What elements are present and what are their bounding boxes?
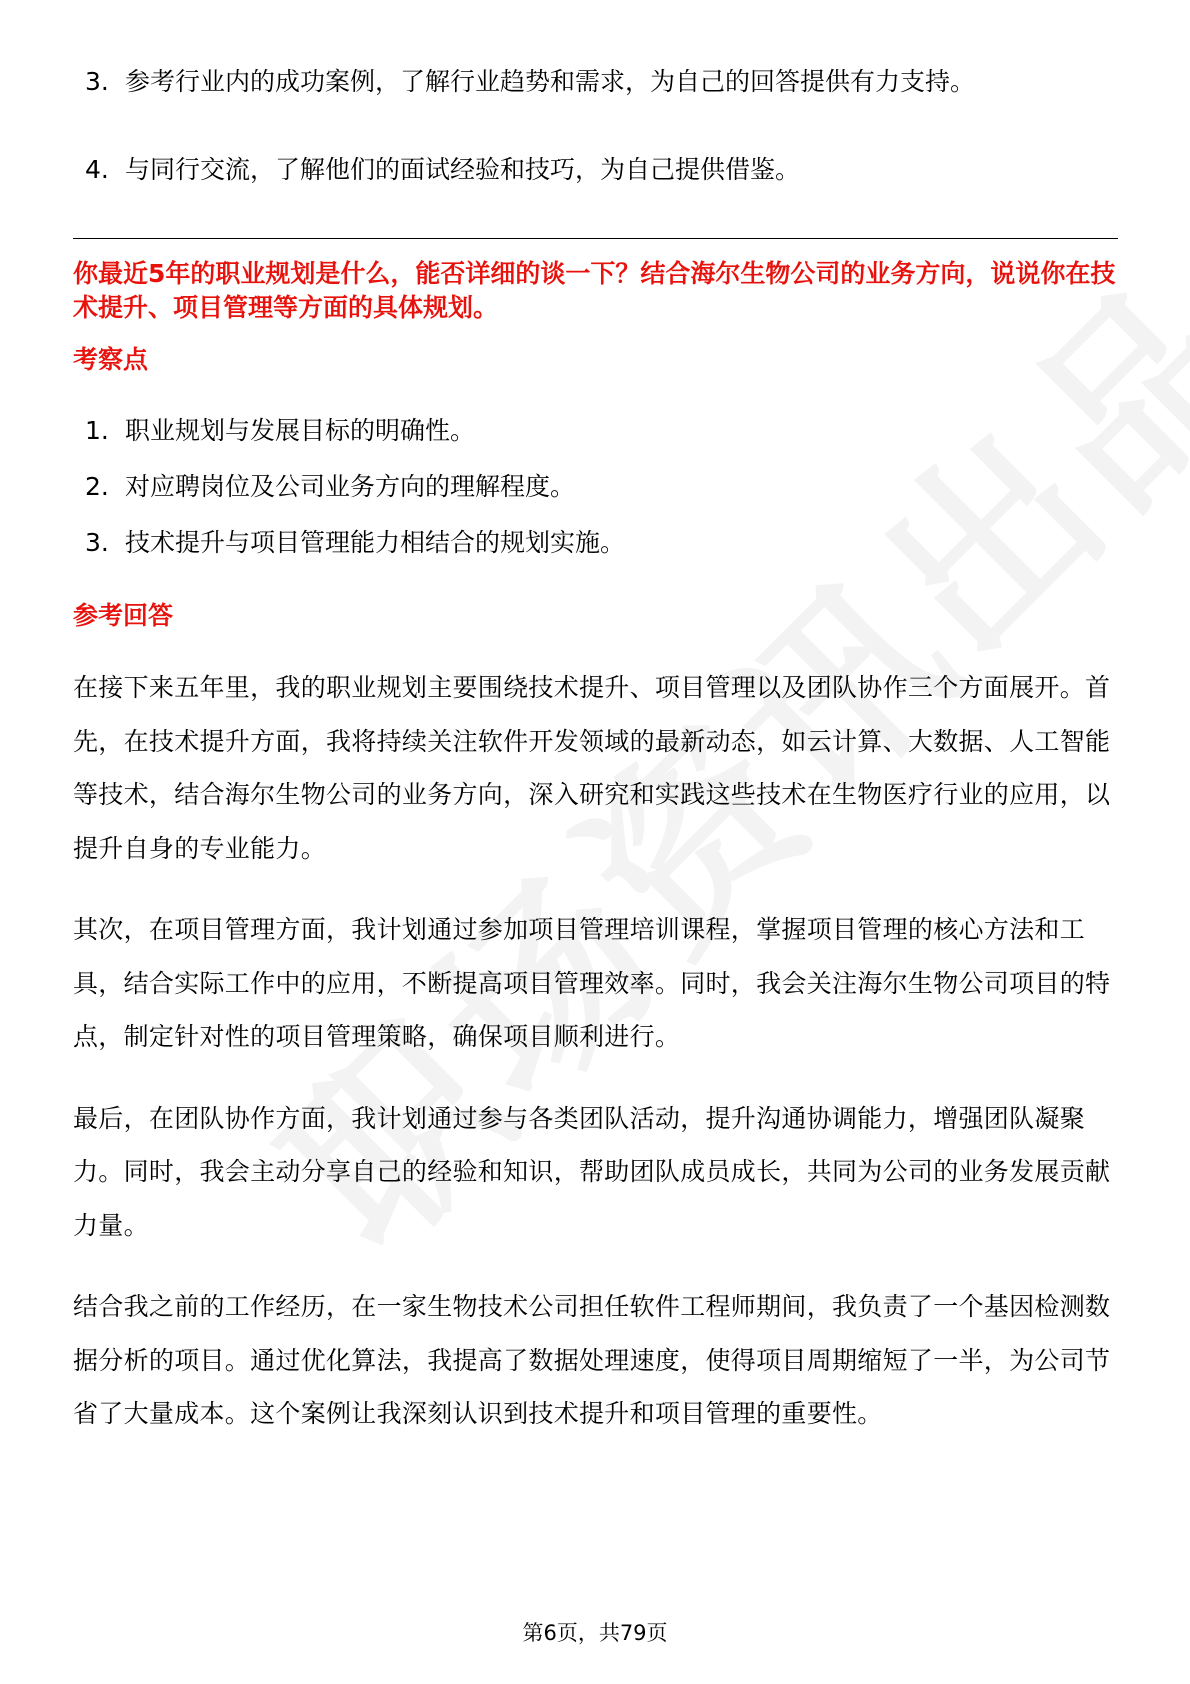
- interview-question: 你最近5年的职业规划是什么，能否详细的谈一下？结合海尔生物公司的业务方向，说说你在技术提升、项目管理等方面的具体规划。: [73, 259, 1116, 322]
- answer-heading: 参考回答: [73, 601, 174, 630]
- list-item-text: 参考行业内的成功案例，了解行业趋势和需求，为自己的回答提供有力支持。: [125, 67, 976, 96]
- points-heading: 考察点: [73, 345, 149, 374]
- page-content: [73, 0, 1118, 1441]
- list-item: [73, 152, 1118, 188]
- list-item-number: 3.: [85, 67, 109, 96]
- answer-paragraph: 最后，在团队协作方面，我计划通过参与各类团队活动，提升沟通协调能力，增强团队凝聚力。同时，我会主动分享自己的经验和知识，帮助团队成员成长，共同为公司的业务发展贡献力量。: [73, 1103, 1111, 1240]
- answer-paragraph: 在接下来五年里，我的职业规划主要围绕技术提升、项目管理以及团队协作三个方面展开。首先，在技术提升方面，我将持续关注软件开发领域的最新动态，如云计算、大数据、人工智能等技术，结合海尔生物公司的业务方向，深入研究和实践这些技术在生物医疗行业的应用，以提升自身的专业能力。: [73, 673, 1111, 863]
- list-item-number: 3.: [85, 528, 109, 557]
- assessment-points-list: [73, 413, 1118, 561]
- page-number: 第6页，共79页: [522, 1621, 668, 1645]
- list-item-number: 1.: [85, 416, 109, 445]
- list-item: [73, 413, 1118, 449]
- answer-paragraph: 结合我之前的工作经历，在一家生物技术公司担任软件工程师期间，我负责了一个基因检测数据分析的项目。通过优化算法，我提高了数据处理速度，使得项目周期缩短了一半，为公司节省了大量成本。这个案例让我深刻认识到技术提升和项目管理的重要性。: [73, 1292, 1111, 1428]
- list-item: [73, 469, 1118, 505]
- tips-list: [73, 64, 1118, 188]
- section-divider: [73, 238, 1118, 239]
- list-item-text: 对应聘岗位及公司业务方向的理解程度。: [125, 472, 576, 501]
- list-item-text: 与同行交流，了解他们的面试经验和技巧，为自己提供借鉴。: [125, 155, 801, 184]
- list-item: [73, 525, 1118, 561]
- list-item-text: 技术提升与项目管理能力相结合的规划实施。: [125, 528, 626, 557]
- list-item-text: 职业规划与发展目标的明确性。: [125, 416, 476, 445]
- answer-paragraph: 其次，在项目管理方面，我计划通过参加项目管理培训课程，掌握项目管理的核心方法和工具，结合实际工作中的应用，不断提高项目管理效率。同时，我会关注海尔生物公司项目的特点，制定针对性的项目管理策略，确保项目顺利进行。: [73, 915, 1111, 1051]
- list-item-number: 4.: [85, 155, 109, 184]
- list-item-number: 2.: [85, 472, 109, 501]
- list-item: [73, 64, 1118, 100]
